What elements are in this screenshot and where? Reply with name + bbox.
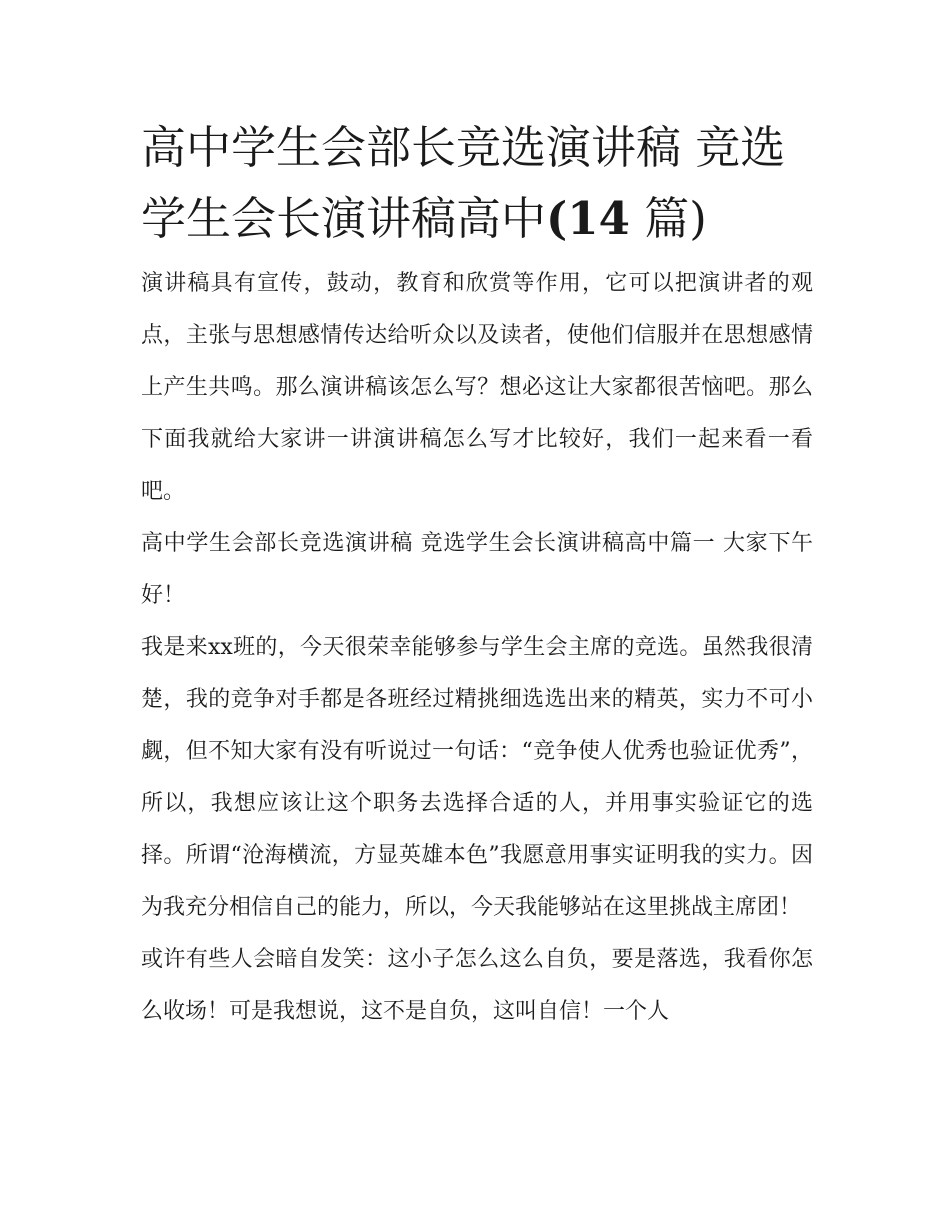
- document-body: [141, 112, 813, 1038]
- document-title: [141, 112, 813, 254]
- title-count: (14: [546, 192, 630, 245]
- paragraph-body-1: 我是来xx班的，今天很荣幸能够参与学生会主席的竞选。虽然我很清楚，我的竞争对手都是各班经过精挑细选选出来的精英，实力不可小觑，但不知大家有没有听说过一句话：“竞争使人优秀也验证优秀”，所以，我想应该让这个职务去选择合适的人，并用事实验证它的选择。所谓“沧海横流，方显英雄本色”我愿意用事实证明我的实力。因为我充分相信自己的能力，所以，今天我能够站在这里挑战主席团！: [141, 635, 813, 920]
- paragraph-intro: 演讲稿具有宣传，鼓动，教育和欣赏等作用，它可以把演讲者的观点，主张与思想感情传达给听众以及读者，使他们信服并在思想感情上产生共鸣。那么演讲稿该怎么写？想必这让大家都很苦恼吧。那么下面我就给大家讲一讲演讲稿怎么写才比较好，我们一起来看一看吧。: [141, 271, 813, 504]
- paragraph-body-2: 或许有些人会暗自发笑：这小子怎么这么自负，要是落选，我看你怎么收场！可是我想说，这不是自负，这叫自信！一个人: [141, 947, 813, 1024]
- title-text: 高中学生会部长竞选演讲稿 竞选学生会长演讲稿高中: [141, 121, 786, 245]
- title-suffix: 篇): [629, 192, 707, 245]
- paragraph-heading-1: 高中学生会部长竞选演讲稿 竞选学生会长演讲稿高中篇一 大家下午好！: [141, 531, 813, 608]
